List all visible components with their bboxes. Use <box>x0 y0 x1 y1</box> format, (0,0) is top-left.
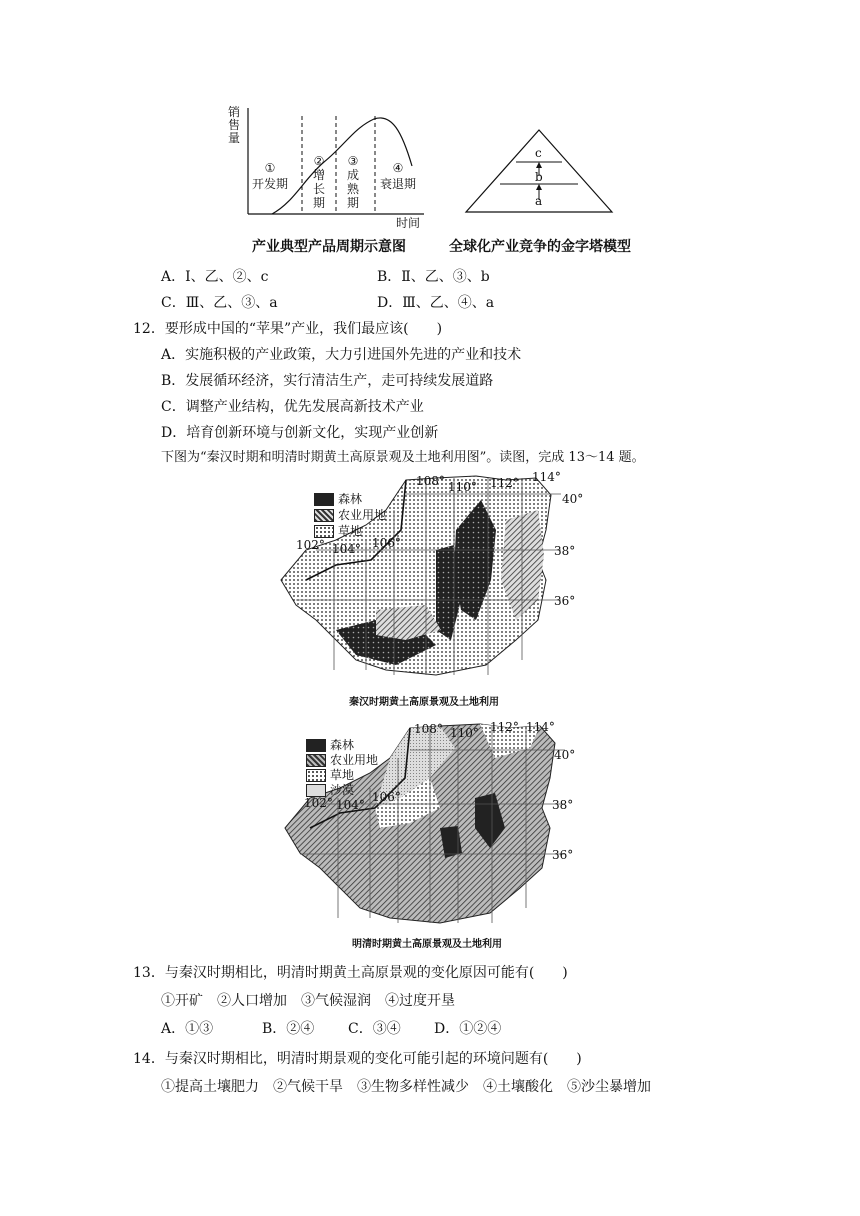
map-mingqing <box>280 718 580 928</box>
map1-legend-farmland: 农业用地 <box>314 506 386 523</box>
map2-lon-108: 108° <box>414 722 443 736</box>
pyramid-level-a: a <box>535 194 543 208</box>
map1-lon-110: 110° <box>448 480 477 494</box>
map2-lon-106: 106° <box>372 790 401 804</box>
pyramid-diagram <box>464 128 614 214</box>
map1-caption: 秦汉时期黄土高原景观及土地利用 <box>349 697 499 708</box>
map1-lon-102: 102° <box>296 538 325 552</box>
map2-legend-forest: 森林 <box>306 736 354 753</box>
stage-2-label: ② 增 长 期 <box>313 154 326 210</box>
pyramid-level-b: b <box>535 170 543 184</box>
pyramid-level-c: c <box>535 146 542 160</box>
map2-lat-40: 40° <box>554 748 576 762</box>
q11-option-c: C．Ⅲ、乙、③、a <box>161 295 278 311</box>
q13-option-b: B．②④ <box>262 1021 315 1037</box>
intro-13-14: 下图为“秦汉时期和明清时期黄土高原景观及土地利用图”。读图，完成 13～14 题。 <box>161 450 645 465</box>
q11-option-a: A．Ⅰ、乙、②、c <box>161 269 269 285</box>
pyramid-caption: 全球化产业竞争的金字塔模型 <box>449 239 631 255</box>
product-lifecycle-chart <box>224 104 434 232</box>
q14-items: ①提高土壤肥力 ②气候干旱 ③生物多样性减少 ④土壤酸化 ⑤沙尘暴增加 <box>161 1079 651 1095</box>
map1-lon-106: 106° <box>372 536 401 550</box>
stage-4-label: ④ 衰退期 <box>380 161 417 191</box>
map2-lat-36: 36° <box>552 848 574 862</box>
map2-lat-38: 38° <box>552 798 574 812</box>
map2-legend-desert: 沙漠 <box>306 781 354 798</box>
q12-option-b: B．发展循环经济，实行清洁生产，走可持续发展道路 <box>161 373 494 389</box>
stage-1-label: ① 开发期 <box>252 161 289 191</box>
map1-lat-36: 36° <box>554 594 576 608</box>
map1-lon-104: 104° <box>332 542 361 556</box>
map1-legend-forest: 森林 <box>314 490 362 507</box>
map1-lon-108: 108° <box>416 474 445 488</box>
q13-stem: 13．与秦汉时期相比，明清时期黄土高原景观的变化原因可能有( ) <box>133 965 568 981</box>
map2-lon-104: 104° <box>336 798 365 812</box>
q12-option-d: D．培育创新环境与创新文化，实现产业创新 <box>161 425 439 441</box>
map1-lon-112: 112° <box>490 476 519 490</box>
map2-legend-grassland: 草地 <box>306 766 354 783</box>
q11-option-d: D．Ⅲ、乙、④、a <box>377 295 495 311</box>
q12-option-a: A．实施积极的产业政策，大力引进国外先进的产业和技术 <box>161 347 522 363</box>
x-axis-label: 时间 <box>396 216 421 230</box>
map-qinhan <box>276 470 584 680</box>
q12-option-c: C．调整产业结构，优先发展高新技术产业 <box>161 399 424 415</box>
map2-caption: 明清时期黄土高原景观及土地利用 <box>352 939 502 950</box>
q14-stem: 14．与秦汉时期相比，明清时期景观的变化可能引起的环境问题有( ) <box>133 1051 582 1067</box>
q13-items: ①开矿 ②人口增加 ③气候湿润 ④过度开垦 <box>161 993 455 1009</box>
q11-option-b: B．Ⅱ、乙、③、b <box>377 269 490 285</box>
map1-lon-114: 114° <box>532 470 561 484</box>
stage-3-label: ③ 成 熟 期 <box>347 154 360 210</box>
q12-stem: 12．要形成中国的“苹果”产业，我们最应该( ) <box>133 321 443 337</box>
map2-lon-112: 112° <box>490 720 519 734</box>
map2-lon-102: 102° <box>304 796 333 810</box>
map2-lon-110: 110° <box>450 726 479 740</box>
q13-option-a: A．①③ <box>161 1021 214 1037</box>
map2-lon-114: 114° <box>526 720 555 734</box>
y-axis-label: 销售量 <box>228 105 241 145</box>
map1-lat-40: 40° <box>562 492 584 506</box>
q13-option-c: C．③④ <box>348 1021 401 1037</box>
map1-legend-grassland: 草地 <box>314 522 362 539</box>
map2-legend-farmland: 农业用地 <box>306 751 378 768</box>
lifecycle-caption: 产业典型产品周期示意图 <box>252 239 406 255</box>
q13-option-d: D．①②④ <box>434 1021 502 1037</box>
map1-lat-38: 38° <box>554 544 576 558</box>
